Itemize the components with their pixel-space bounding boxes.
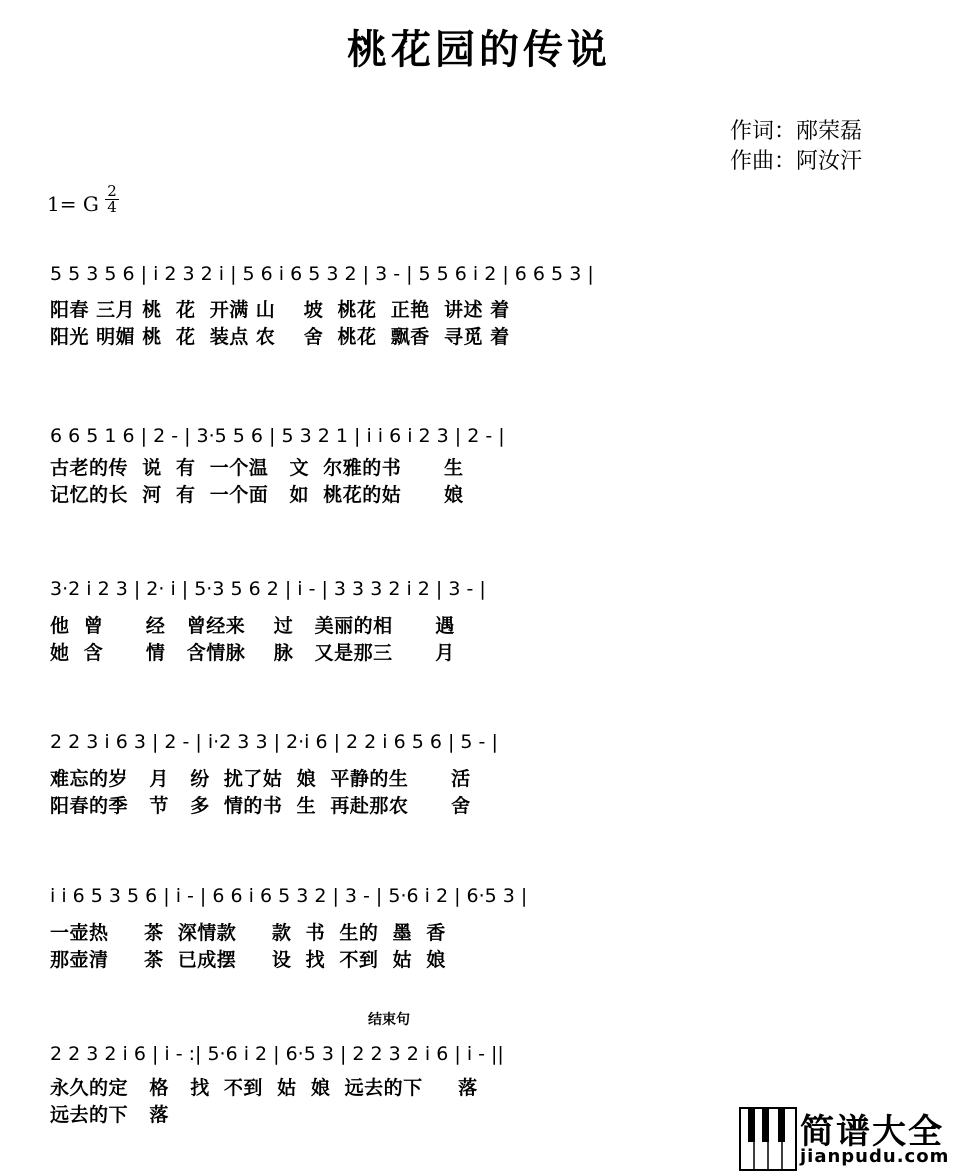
lyrics-verse-2: 那壶清 茶 已成摆 设 找 不到 姑 娘 (50, 949, 446, 971)
notation-line: i i 6 5 3 5 6 | i - | 6 6 i 6 5 3 2 | 3 - | 5·6 i 2 | 6·5 3 | (50, 885, 528, 907)
score-system-4 (0, 706, 958, 817)
ending-label: 结束句 (368, 1012, 410, 1028)
notation-line: 3·2 i 2 3 | 2· i | 5·3 5 6 2 | i - | 3 3 3 2 i 2 | 3 - | (50, 578, 486, 600)
lyrics-verse-2: 记忆的长 河 有 一个面 如 桃花的姑 娘 (50, 484, 464, 506)
time-sig-numerator: 2 (107, 182, 117, 200)
lyrics-verse-1: 一壶热 茶 深情款 款 书 生的 墨 香 (50, 922, 446, 944)
lyrics-verse-2: 阳春的季 节 多 情的书 生 再赴那农 舍 (50, 795, 471, 817)
lyrics-verse-1: 古老的传 说 有 一个温 文 尔雅的书 生 (50, 457, 464, 479)
lyrics-verse-2: 远去的下 落 (50, 1104, 169, 1126)
score-system-3 (0, 553, 958, 664)
notation-staff (0, 238, 958, 298)
lyrics-verse-1: 他 曾 经 曾经来 过 美丽的相 遇 (50, 615, 455, 637)
song-title: 桃花园的传说 (347, 26, 611, 73)
lyrics-verse-2: 她 含 情 含情脉 脉 又是那三 月 (50, 642, 455, 664)
notation-line: 6 6 5 1 6 | 2 - | 3·5 5 6 | 5 3 2 1 | i i 6 i 2 3 | 2 - | (50, 425, 505, 447)
notation-line: 2 2 3 2 i 6 | i - :| 5·6 i 2 | 6·5 3 | 2 2 3 2 i 6 | i - || (50, 1043, 504, 1065)
key-signature: 1= G (47, 192, 99, 216)
score-system-1 (0, 238, 958, 348)
lyrics-verse-1: 永久的定 格 找 不到 姑 娘 远去的下 落 (50, 1077, 478, 1099)
time-signature (104, 184, 120, 215)
score-system-5 (0, 860, 958, 971)
score-system-6 (0, 1018, 958, 1126)
notation-staff (0, 400, 958, 460)
notation-staff (0, 553, 958, 613)
notation-line: 2 2 3 i 6 3 | 2 - | i·2 3 3 | 2·i 6 | 2 2 i 6 5 6 | 5 - | (50, 731, 498, 753)
logo-url: jianpudu.com (800, 1146, 950, 1167)
notation-staff (0, 706, 958, 766)
notation-staff (0, 1018, 958, 1078)
notation-staff (0, 860, 958, 920)
time-sig-denominator: 4 (107, 198, 117, 216)
lyrics-verse-2: 阳光 明媚 桃 花 装点 农 舍 桃花 飘香 寻觅 着 (50, 326, 510, 348)
lyrics-verse-1: 难忘的岁 月 纷 扰了姑 娘 平静的生 活 (50, 768, 471, 790)
lyrics-verse-1: 阳春 三月 桃 花 开满 山 坡 桃花 正艳 讲述 着 (50, 299, 510, 321)
notation-line: 5 5 3 5 6 | i 2 3 2 i | 5 6 i 6 5 3 2 | 3 - | 5 5 6 i 2 | 6 6 5 3 | (50, 263, 594, 285)
score-system-2 (0, 400, 958, 506)
logo-name: 简谱大全 (800, 1112, 944, 1152)
composer: 作曲：阿汝汗 (730, 149, 863, 174)
lyricist: 作词：邴荣磊 (730, 119, 863, 144)
